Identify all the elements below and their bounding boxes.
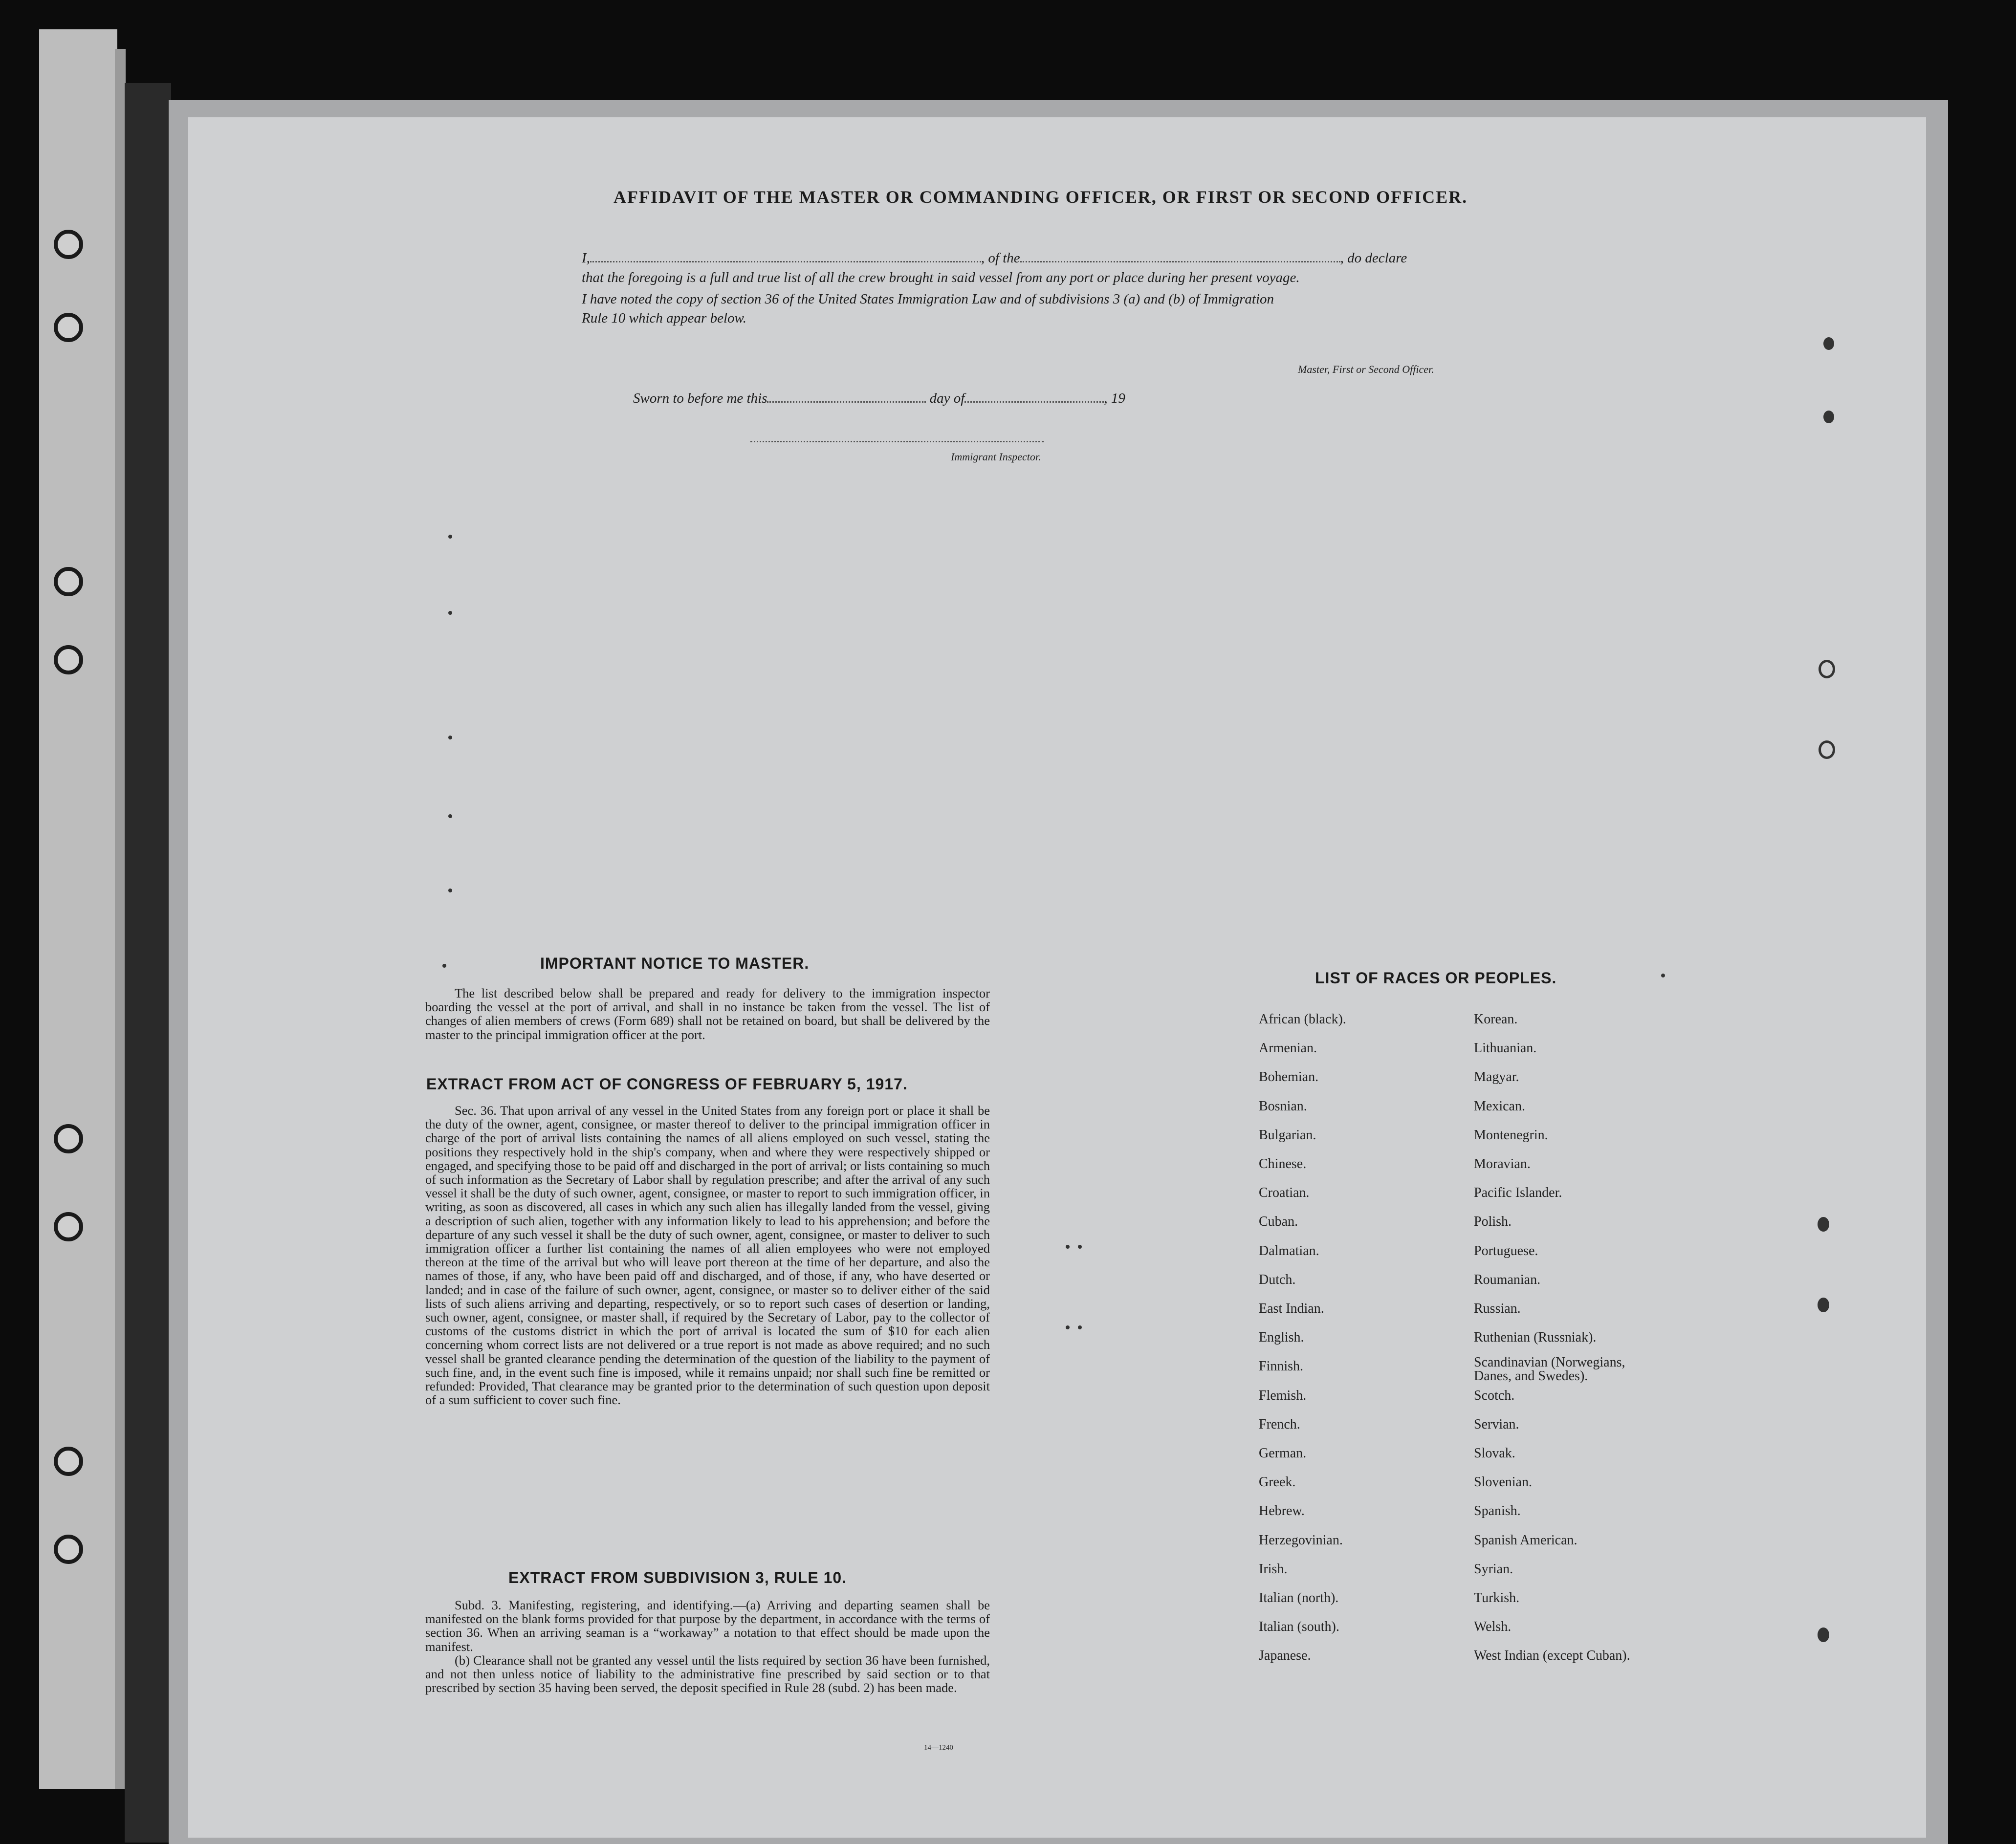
binder-strip-edge: [115, 49, 126, 1789]
notice-heading: IMPORTANT NOTICE TO MASTER.: [540, 955, 810, 972]
binder-hole: [54, 1212, 83, 1241]
binder-hole: [54, 1447, 83, 1476]
race-item: West Indian (except Cuban).: [1474, 1648, 1630, 1664]
race-item: Flemish.: [1259, 1388, 1307, 1403]
stray-mark: [448, 535, 452, 539]
inspector-label: Immigrant Inspector.: [951, 451, 1041, 463]
race-item: Servian.: [1474, 1416, 1519, 1432]
race-item: Syrian.: [1474, 1561, 1513, 1577]
notice-paragraph: The list described below shall be prepared and ready for delivery to the immigration inspector boarding the vessel at the port of arrival, and shall in no instance be taken from the vessel. The list of changes of alien members of crews (Form 689) shall not be retained on board, but shall be delivered by the master to the principal immigration officer at the port.: [425, 986, 990, 1042]
page-hole: [1823, 411, 1834, 423]
race-item: Welsh.: [1474, 1619, 1512, 1635]
sworn-day-of: day of: [929, 390, 965, 406]
race-item: German.: [1259, 1446, 1307, 1461]
section-36-paragraph: Sec. 36. That upon arrival of any vessel in the United States from any foreign port or place it shall be the duty of the owner, agent, consignee, or master thereof to deliver to the principal immigration officer in charge of the port of arrival lists containing the names of all aliens employed on such vessel, stating the positions they respectively hold in the ship's company, when and where they were respectively shipped or engaged, and specifying those to be paid off and discharged in the port of arrival; or lists containing so much of such information as the Secretary of Labor shall by regulation prescribe; and after the arrival of any such vessel it shall be the duty of such owner, agent, consignee, or master to report to such immigration officer, in writing, as soon as discovered, all cases in which any such alien has illegally landed from the vessel, giving a description of such alien, together with any information likely to lead to his apprehension; and before the departure of any such vessel it shall be the duty of such owner, agent, consignee, or master to deliver to such immigration officer a further list containing the names of all alien employees who were not employed thereon at the time of the arrival but who will leave port thereon at the time of her departure, and also the names of those, if any, who have been paid off and discharged, and of those, if any, who have deserted or landed; and in case of the failure of such owner, agent, consignee, or master so to deliver either of the said lists of such aliens arriving and departing, respectively, or so to report such cases of desertion or landing, such owner, agent, consignee, or master shall, if required by the Secretary of Labor, pay to the collector of customs of the customs district in which the port of arrival is located the sum of $10 for each alien concerning whom correct lists are not delivered or a true report is not made as above required; and no such vessel shall be granted clearance pending the determination of the question of the liability to the payment of such fine, and, in the event such fine is imposed, while it remains unpaid; nor shall such fine be remitted or refunded: Provided, That clearance may be granted prior to the determination of such question upon deposit of a sum sufficient to cover such fine.: [425, 1103, 990, 1408]
race-item: Dutch.: [1259, 1272, 1296, 1287]
stray-mark: [448, 736, 452, 739]
race-item: Greek.: [1259, 1475, 1296, 1490]
race-item: Turkish.: [1474, 1590, 1520, 1605]
stray-mark: [442, 964, 446, 968]
races-heading: LIST OF RACES OR PEOPLES.: [1315, 969, 1557, 987]
page-hole: [1818, 1627, 1829, 1642]
binder-hole: [54, 1124, 83, 1153]
page-hole: [1818, 1217, 1829, 1232]
race-item: Italian (south).: [1259, 1619, 1339, 1635]
race-item: Korean.: [1474, 1012, 1518, 1027]
affidavit-line-4: Rule 10 which appear below.: [582, 310, 746, 326]
race-item: Hebrew.: [1259, 1503, 1305, 1519]
sworn-line: [633, 389, 1269, 407]
race-item: Scandinavian (Norwegians, Danes, and Swedes).: [1474, 1355, 1625, 1384]
affidavit-i: I,: [582, 250, 590, 266]
affidavit-line-3: I have noted the copy of section 36 of the United States Immigration Law and of subdivisions 3 (a) and (b) of Immigration: [582, 291, 1274, 307]
race-item: Cuban.: [1259, 1214, 1298, 1230]
race-item: Portuguese.: [1474, 1243, 1538, 1258]
extract-act-text: [425, 1104, 990, 1407]
extract-act-heading: EXTRACT FROM ACT OF CONGRESS OF FEBRUARY 5, 1917.: [426, 1075, 908, 1093]
name-blank: [590, 248, 981, 262]
stray-mark: [448, 814, 452, 818]
stray-mark: [1066, 1325, 1070, 1329]
race-item: Polish.: [1474, 1214, 1512, 1230]
race-item: Finnish.: [1259, 1359, 1304, 1374]
stray-mark: [448, 611, 452, 615]
subd-a-paragraph: Subd. 3. Manifesting, registering, and identifying.—(a) Arriving and departing seamen shall be manifested on the blank forms provided for that purpose by the department, in accordance with the terms of section 36. When an arriving seaman is a “workaway” a notation to that effect should be made upon the manifest.: [425, 1598, 990, 1654]
affidavit-title: AFFIDAVIT OF THE MASTER OR COMMANDING OFFICER, OR FIRST OR SECOND OFFICER.: [614, 187, 1468, 207]
page-hole: [1823, 337, 1834, 350]
race-item: Pacific Islander.: [1474, 1185, 1562, 1201]
race-item: Bohemian.: [1259, 1069, 1319, 1085]
race-item: Spanish.: [1474, 1503, 1521, 1519]
form-number: 14—1240: [924, 1744, 953, 1752]
race-item: Slovak.: [1474, 1446, 1515, 1461]
race-item: East Indian.: [1259, 1301, 1324, 1316]
binder-hole: [54, 567, 83, 596]
affidavit-line-1: [582, 248, 1511, 266]
race-item: Roumanian.: [1474, 1272, 1541, 1287]
notice-text: [425, 986, 990, 1041]
race-item: Spanish American.: [1474, 1532, 1578, 1548]
binder-hole: [54, 313, 83, 342]
race-item: Moravian.: [1474, 1156, 1531, 1171]
race-item: Japanese.: [1259, 1648, 1311, 1664]
signature-label: Master, First or Second Officer.: [1298, 363, 1434, 375]
binder-hole: [54, 645, 83, 674]
race-item: Lithuanian.: [1474, 1041, 1537, 1056]
race-item: Herzegovinian.: [1259, 1532, 1343, 1548]
sworn-year: , 19: [1104, 390, 1125, 406]
bleed-through-mark: [193, 142, 220, 254]
race-item: Magyar.: [1474, 1069, 1519, 1085]
race-item: Bosnian.: [1259, 1098, 1307, 1114]
race-item: Montenegrin.: [1474, 1127, 1548, 1143]
race-item: Mexican.: [1474, 1098, 1525, 1114]
page-hole: [1819, 740, 1835, 759]
extract-rule-heading: EXTRACT FROM SUBDIVISION 3, RULE 10.: [508, 1569, 847, 1586]
race-item: Scotch.: [1474, 1388, 1515, 1403]
race-item: Slovenian.: [1474, 1475, 1532, 1490]
page-hole: [1818, 1298, 1829, 1312]
race-item: Irish.: [1259, 1561, 1288, 1577]
affidavit-line-2: that the foregoing is a full and true list of all the crew brought in said vessel from any port or place during her present voyage.: [582, 270, 1300, 285]
race-item: French.: [1259, 1416, 1300, 1432]
vessel-blank: [1020, 248, 1340, 262]
binder-hole: [54, 1535, 83, 1564]
binder-hole: [54, 230, 83, 259]
day-blank: [767, 389, 926, 403]
race-item: Russian.: [1474, 1301, 1521, 1316]
race-item: Chinese.: [1259, 1156, 1307, 1171]
race-item: Italian (north).: [1259, 1590, 1339, 1605]
extract-rule-text: [425, 1598, 990, 1694]
sheet-edge: [125, 83, 171, 1843]
manifest-page: [188, 117, 1926, 1838]
month-blank: [964, 389, 1104, 403]
race-item: Armenian.: [1259, 1041, 1317, 1056]
race-item: Ruthenian (Russniak).: [1474, 1330, 1597, 1345]
race-item: Bulgarian.: [1259, 1127, 1316, 1143]
race-item: Dalmatian.: [1259, 1243, 1319, 1258]
subd-b-paragraph: (b) Clearance shall not be granted any vessel until the lists required by section 36 have been furnished, and not then unless notice of liability to the administrative fine prescribed by said section or to that prescribed by section 35 having been served, the deposit specified in Rule 28 (subd. 2) has been made.: [425, 1652, 990, 1695]
race-item: Croatian.: [1259, 1185, 1310, 1201]
stray-mark: [1078, 1325, 1082, 1329]
race-item: English.: [1259, 1330, 1304, 1345]
stray-mark: [1661, 974, 1665, 977]
race-item: African (black).: [1259, 1012, 1346, 1027]
stray-mark: [448, 889, 452, 892]
affidavit-do-declare: , do declare: [1340, 250, 1407, 266]
inspector-blank: [750, 441, 1044, 442]
affidavit-of-the: , of the: [981, 250, 1020, 266]
stray-mark: [1078, 1245, 1082, 1249]
page-hole: [1819, 660, 1835, 678]
stray-mark: [1066, 1245, 1070, 1249]
binder-strip: [39, 29, 117, 1789]
sworn-prefix: Sworn to before me this: [633, 390, 767, 406]
